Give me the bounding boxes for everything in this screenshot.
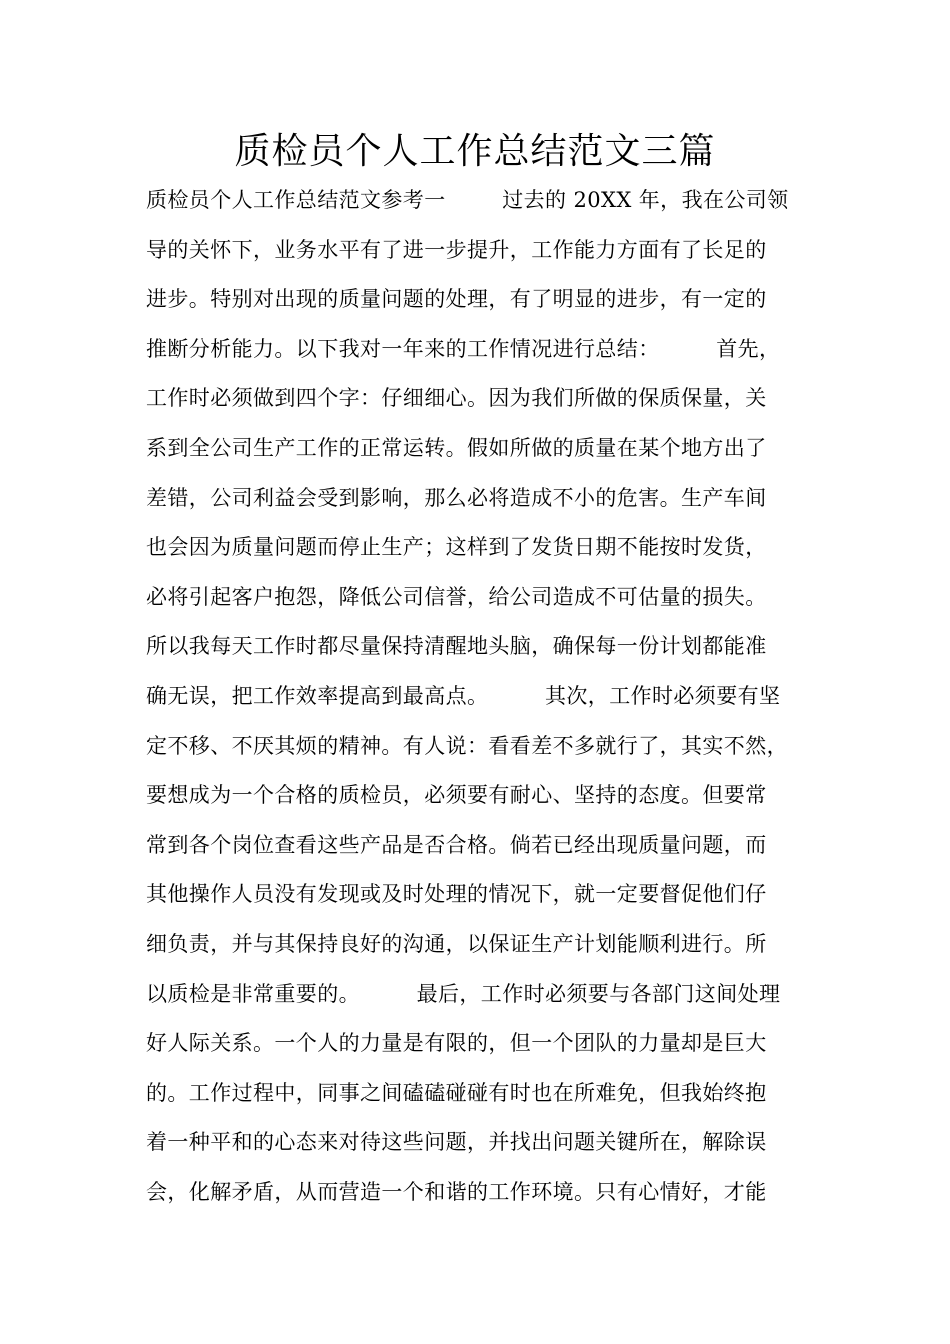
document-title: 质检员个人工作总结范文三篇 [234, 131, 716, 172]
document-body [146, 176, 826, 1217]
body-line: 质检员个人工作总结范文参考一 过去的 20XX 年，我在公司领 [146, 188, 789, 212]
body-line: 推断分析能力。以下我对一年来的工作情况进行总结： 首先， [146, 336, 781, 361]
body-line: 其他操作人员没有发现或及时处理的情况下，就一定要督促他们仔 [146, 882, 767, 907]
body-line: 确无误，把工作效率提高到最高点。 其次，工作时必须要有坚 [146, 683, 781, 708]
body-line: 工作时必须做到四个字：仔细细心。因为我们所做的保质保量，关 [146, 386, 767, 411]
body-line: 进步。特别对出现的质量问题的处理，有了明显的进步，有一定的 [146, 287, 767, 312]
body-line: 也会因为质量问题而停止生产；这样到了发货日期不能按时发货， [146, 535, 767, 560]
body-line: 细负责，并与其保持良好的沟通，以保证生产计划能顺利进行。所 [146, 931, 767, 956]
body-line: 的。工作过程中，同事之间磕磕碰碰有时也在所难免，但我始终抱 [146, 1080, 767, 1105]
body-line: 必将引起客户抱怨，降低公司信誉，给公司造成不可估量的损失。 [146, 584, 767, 609]
body-line: 差错，公司利益会受到影响，那么必将造成不小的危害。生产车间 [146, 485, 767, 510]
body-line: 会，化解矛盾，从而营造一个和谐的工作环境。只有心情好，才能 [146, 1179, 767, 1204]
body-line: 所以我每天工作时都尽量保持清醒地头脑，确保每一份计划都能准 [146, 634, 767, 659]
body-line: 定不移、不厌其烦的精神。有人说：看看差不多就行了，其实不然， [146, 733, 788, 758]
body-line: 好人际关系。一个人的力量是有限的，但一个团队的力量却是巨大 [146, 1031, 767, 1056]
body-line: 系到全公司生产工作的正常运转。假如所做的质量在某个地方出了 [146, 435, 767, 460]
body-line: 要想成为一个合格的质检员，必须要有耐心、坚持的态度。但要常 [146, 783, 767, 808]
body-line: 导的关怀下，业务水平有了进一步提升，工作能力方面有了长足的 [146, 237, 767, 262]
body-line: 常到各个岗位查看这些产品是否合格。倘若已经出现质量问题，而 [146, 832, 767, 857]
body-line: 着一种平和的心态来对待这些问题，并找出问题关键所在，解除误 [146, 1130, 767, 1155]
body-line: 以质检是非常重要的。 最后，工作时必须要与各部门这间处理 [146, 981, 781, 1006]
